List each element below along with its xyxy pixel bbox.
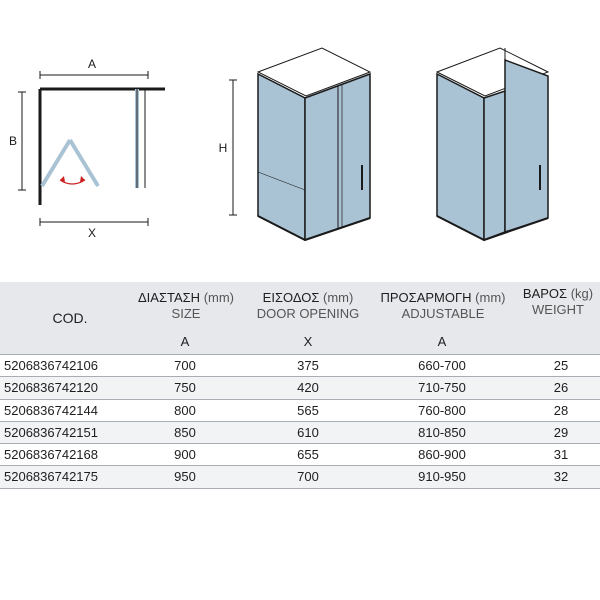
cell-size: 750	[174, 380, 196, 396]
header-size-en: SIZE	[171, 306, 201, 321]
cell-weight: 25	[553, 358, 569, 373]
header-size	[128, 290, 244, 322]
elevation-closed	[219, 48, 370, 240]
cell-adjustable: 910-950	[418, 469, 466, 485]
cell-weight: 28	[553, 402, 569, 418]
table-body	[0, 354, 600, 489]
spec-table	[0, 282, 600, 489]
header-size-unit: (mm)	[203, 290, 235, 305]
cell-code: 5206836742144	[4, 402, 98, 418]
table-header	[0, 282, 600, 354]
cell-weight: 32	[553, 469, 569, 485]
cell-door: 420	[297, 380, 319, 396]
cell-adjustable: 810-850	[418, 424, 466, 440]
cell-code: 5206836742151	[4, 424, 98, 440]
cell-code: 5206836742168	[4, 447, 98, 463]
cell-adjustable: 660-700	[418, 358, 466, 373]
cell-door: 375	[297, 358, 319, 373]
table-row	[0, 376, 600, 398]
header-adj-unit: (mm)	[475, 290, 506, 305]
side-panel	[258, 74, 305, 240]
cell-size: 850	[174, 424, 196, 440]
label-b: B	[8, 134, 18, 148]
cell-size: 900	[174, 447, 196, 463]
diagram-area	[0, 0, 600, 270]
cell-adjustable: 710-750	[418, 380, 466, 396]
header-door-gr: ΕΙΣΟΔΟΣ	[262, 290, 320, 305]
elevation-open	[437, 48, 548, 240]
cell-door: 565	[297, 402, 319, 418]
letter-size: A	[180, 334, 190, 349]
door-left-open	[42, 140, 70, 186]
header-weight-gr: ΒΑΡΟΣ	[522, 286, 568, 301]
cell-door: 655	[297, 447, 319, 463]
plan-view	[9, 57, 165, 240]
table-row	[0, 399, 600, 421]
cell-weight: 31	[553, 447, 569, 463]
header-weight-en: WEIGHT	[532, 302, 584, 317]
letter-door: X	[303, 334, 313, 349]
table-row	[0, 421, 600, 443]
cell-code: 5206836742120	[4, 380, 98, 396]
cell-door: 700	[297, 469, 319, 485]
letter-adjustable: A	[437, 334, 447, 349]
header-adj-en: ADJUSTABLE	[401, 306, 485, 321]
cell-adjustable: 760-800	[418, 402, 466, 418]
table-row	[0, 443, 600, 465]
header-code: COD.	[52, 310, 88, 326]
cell-size: 950	[174, 469, 196, 485]
cell-weight: 29	[553, 424, 569, 440]
header-door-unit: (mm)	[323, 290, 354, 305]
header-adj-gr: ΠΡΟΣΑΡΜΟΓΗ	[380, 290, 472, 305]
label-h: H	[218, 141, 228, 155]
header-size-gr: ΔΙΑΣΤΑΣΗ	[137, 290, 201, 305]
cell-adjustable: 860-900	[418, 447, 466, 463]
cell-code: 5206836742175	[4, 469, 98, 485]
label-a: A	[87, 57, 97, 71]
open-door-panel	[505, 60, 548, 232]
cell-size: 700	[174, 358, 196, 373]
diagram-svg	[0, 0, 600, 270]
header-door-en: DOOR OPENING	[256, 306, 360, 321]
label-x: X	[87, 226, 97, 240]
header-weight-unit: (kg)	[570, 286, 594, 301]
header-door	[246, 290, 370, 322]
header-adjustable	[372, 290, 514, 322]
table-row	[0, 354, 600, 376]
cell-door: 610	[297, 424, 319, 440]
table-row	[0, 465, 600, 488]
cell-weight: 26	[553, 380, 569, 396]
header-weight	[516, 286, 600, 318]
cell-size: 800	[174, 402, 196, 418]
cell-code: 5206836742106	[4, 358, 98, 373]
